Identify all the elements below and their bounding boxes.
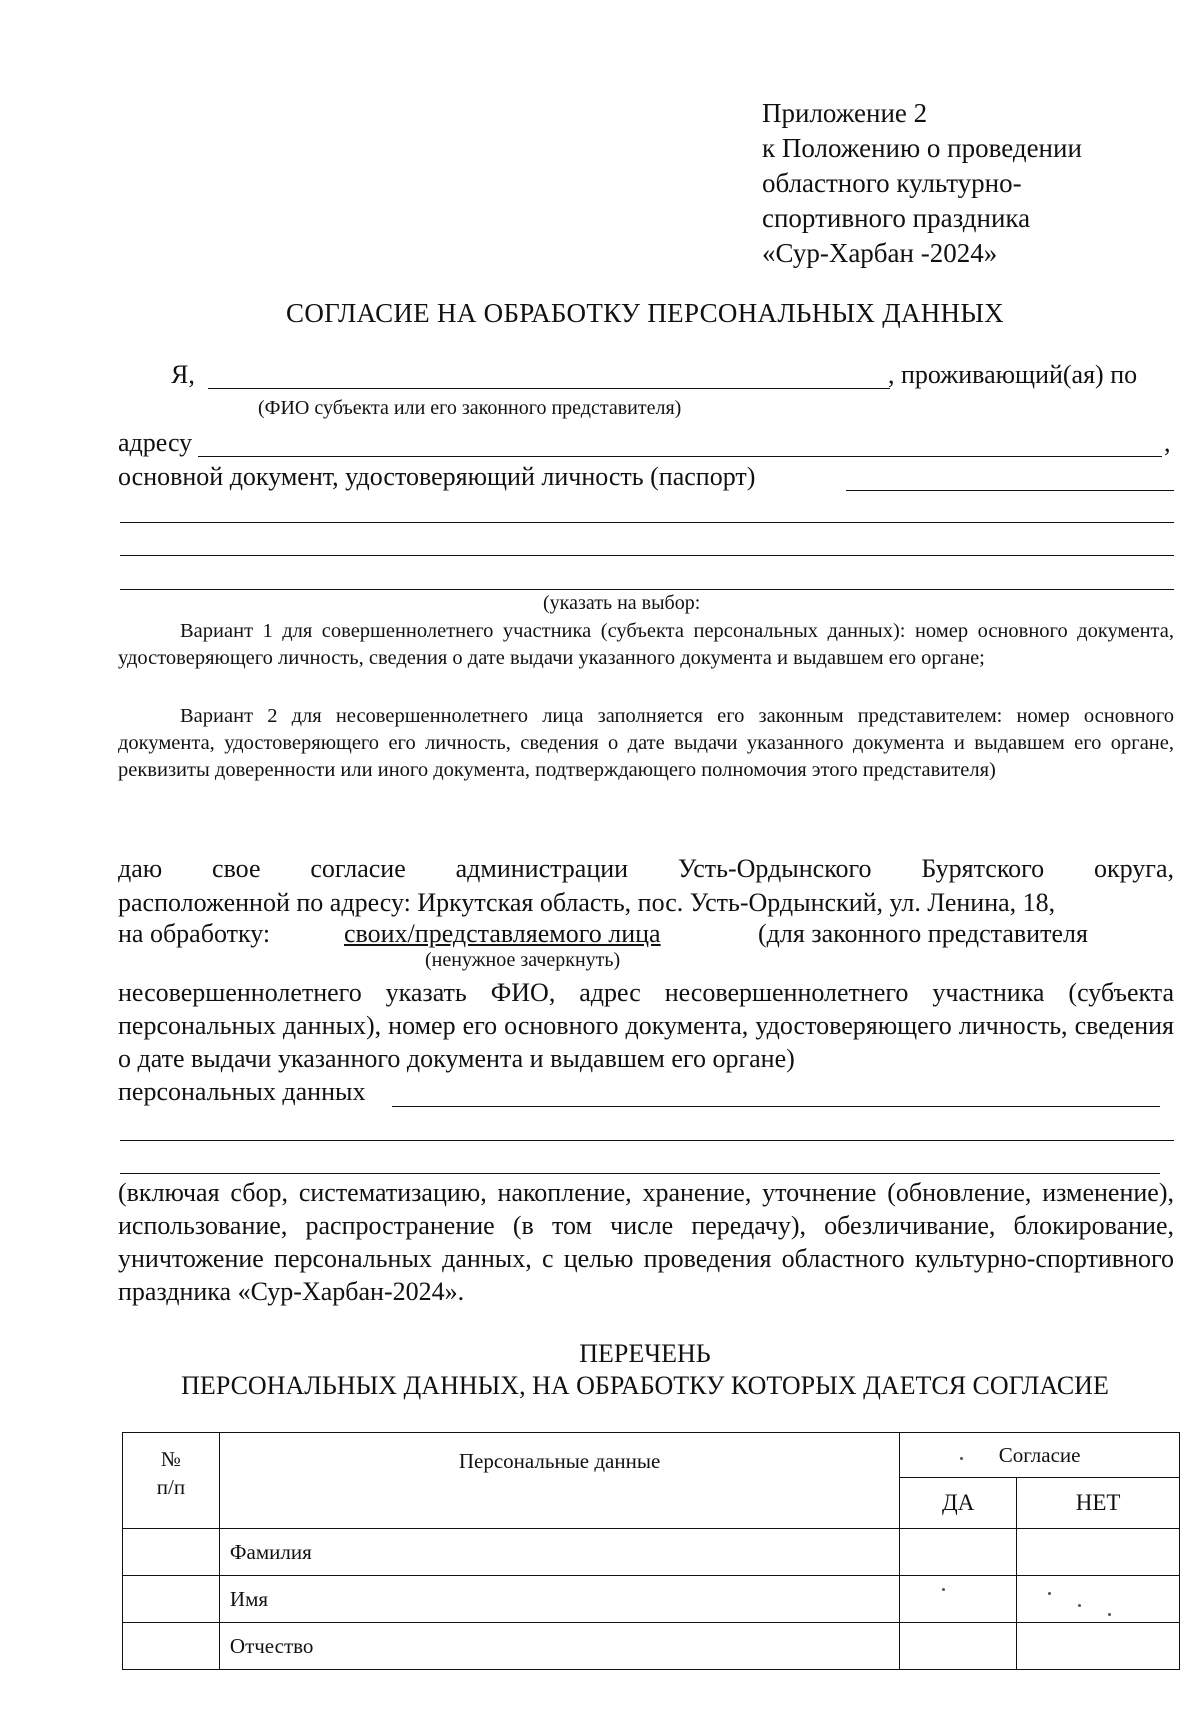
pd-extra-line[interactable] bbox=[120, 1140, 1174, 1141]
header-no: НЕТ bbox=[1017, 1478, 1180, 1529]
consent-line-3a: на обработку: bbox=[118, 919, 271, 948]
scan-speck bbox=[960, 1457, 963, 1460]
processing-text: (включая сбор, систематизацию, накопление, хранение, уточнение (обновление, изменение), использование, распространение (в том числе передачу), обезличивание, блокирование, уничтожение персональных данных, с целью проведения областного культурно-спортивного праздника «Сур-Харбан-2024». bbox=[118, 1178, 1174, 1306]
yes-cell[interactable] bbox=[900, 1529, 1017, 1576]
address-comma: , bbox=[1164, 428, 1171, 457]
strike-choice[interactable]: своих/представляемого лица bbox=[344, 919, 661, 948]
header-number-pp: п/п bbox=[156, 1475, 186, 1499]
fio-input-line[interactable] bbox=[208, 388, 890, 389]
row-label: Фамилия bbox=[219, 1529, 899, 1576]
address-input-line[interactable] bbox=[198, 456, 1162, 457]
doc-input-line[interactable] bbox=[846, 490, 1174, 491]
header-number bbox=[123, 1433, 220, 1529]
address-label: адресу bbox=[118, 428, 193, 457]
row-number bbox=[123, 1529, 220, 1576]
scan-speck bbox=[942, 1588, 945, 1591]
doc-label: основной документ, удостоверяющий личность (паспорт) bbox=[118, 462, 756, 491]
yes-cell[interactable] bbox=[900, 1576, 1017, 1623]
variant-2-text: Вариант 2 для несовершеннолетнего лица заполняется его законным представителем: номер основного документа, удостоверяющего его личность, сведения о дате выдачи указанного документа и выдавшем его органе, реквизиты доверенности или иного документа, подтверждающего полномочия этого представителя) bbox=[118, 705, 1174, 781]
doc-extra-line[interactable] bbox=[120, 522, 1174, 523]
consent-line-3c: (для законного представителя bbox=[758, 919, 1088, 948]
row-number bbox=[123, 1623, 220, 1670]
no-cell[interactable] bbox=[1017, 1623, 1180, 1670]
table-row bbox=[123, 1623, 1180, 1670]
no-cell[interactable] bbox=[1017, 1576, 1180, 1623]
pd-input-line[interactable] bbox=[392, 1106, 1160, 1107]
consent-line-1: даю свое согласие администрации Усть-Ордынского Бурятского округа, bbox=[118, 854, 1174, 883]
variant-1-text: Вариант 1 для совершеннолетнего участника (субъекта персональных данных): номер основного документа, удостоверяющего личность, сведения о дате выдачи указанного документа и выдавшем его органе; bbox=[118, 620, 1174, 669]
scan-speck bbox=[1078, 1604, 1081, 1607]
appendix-line: к Положению о проведении bbox=[762, 133, 1082, 163]
header-yes: ДА bbox=[900, 1478, 1017, 1529]
table-row bbox=[123, 1576, 1180, 1623]
yes-cell[interactable] bbox=[900, 1623, 1017, 1670]
choose-caption: (указать на выбор: bbox=[543, 592, 701, 614]
no-cell[interactable] bbox=[1017, 1529, 1180, 1576]
appendix-line: областного культурно- bbox=[762, 168, 1022, 198]
appendix-line: спортивного праздника bbox=[762, 203, 1031, 233]
i-label: Я, bbox=[171, 360, 195, 389]
strike-caption: (ненужное зачеркнуть) bbox=[425, 949, 621, 971]
residing-label: , проживающий(ая) по bbox=[888, 360, 1138, 389]
row-number bbox=[123, 1576, 220, 1623]
doc-extra-line[interactable] bbox=[120, 589, 1174, 590]
row-label: Отчество bbox=[219, 1623, 899, 1670]
table-row bbox=[123, 1529, 1180, 1576]
header-personal-data: Персональные данные bbox=[219, 1433, 899, 1529]
scan-speck bbox=[1108, 1613, 1111, 1616]
consent-line-2: расположенной по адресу: Иркутская область, пос. Усть-Ордынский, ул. Ленина, 18, bbox=[118, 888, 1056, 917]
pd-extra-line[interactable] bbox=[120, 1173, 1160, 1174]
appendix-line: Приложение 2 bbox=[762, 98, 928, 128]
list-subheading: ПЕРСОНАЛЬНЫХ ДАННЫХ, НА ОБРАБОТКУ КОТОРЫХ ДАЕТСЯ СОГЛАСИЕ bbox=[181, 1371, 1109, 1400]
scan-speck bbox=[1048, 1592, 1051, 1595]
header-consent: Согласие bbox=[900, 1433, 1180, 1478]
fio-caption: (ФИО субъекта или его законного представителя) bbox=[258, 397, 682, 419]
doc-extra-line[interactable] bbox=[120, 555, 1174, 556]
header-number-sign: № bbox=[160, 1447, 181, 1471]
list-heading: ПЕРЕЧЕНЬ bbox=[579, 1339, 711, 1368]
appendix-header bbox=[762, 96, 1082, 271]
row-label: Имя bbox=[219, 1576, 899, 1623]
pd-label: персональных данных bbox=[118, 1077, 366, 1106]
appendix-line: «Сур-Харбан -2024» bbox=[762, 238, 998, 268]
personal-data-table bbox=[122, 1432, 1180, 1670]
consent-line-4: несовершеннолетнего указать ФИО, адрес несовершеннолетнего участника (субъекта персональных данных), номер его основного документа, удостоверяющего личность, сведения о дате выдачи указанного документа и выдавшем его органе) bbox=[118, 978, 1174, 1073]
document-title: СОГЛАСИЕ НА ОБРАБОТКУ ПЕРСОНАЛЬНЫХ ДАННЫХ bbox=[286, 298, 1004, 328]
